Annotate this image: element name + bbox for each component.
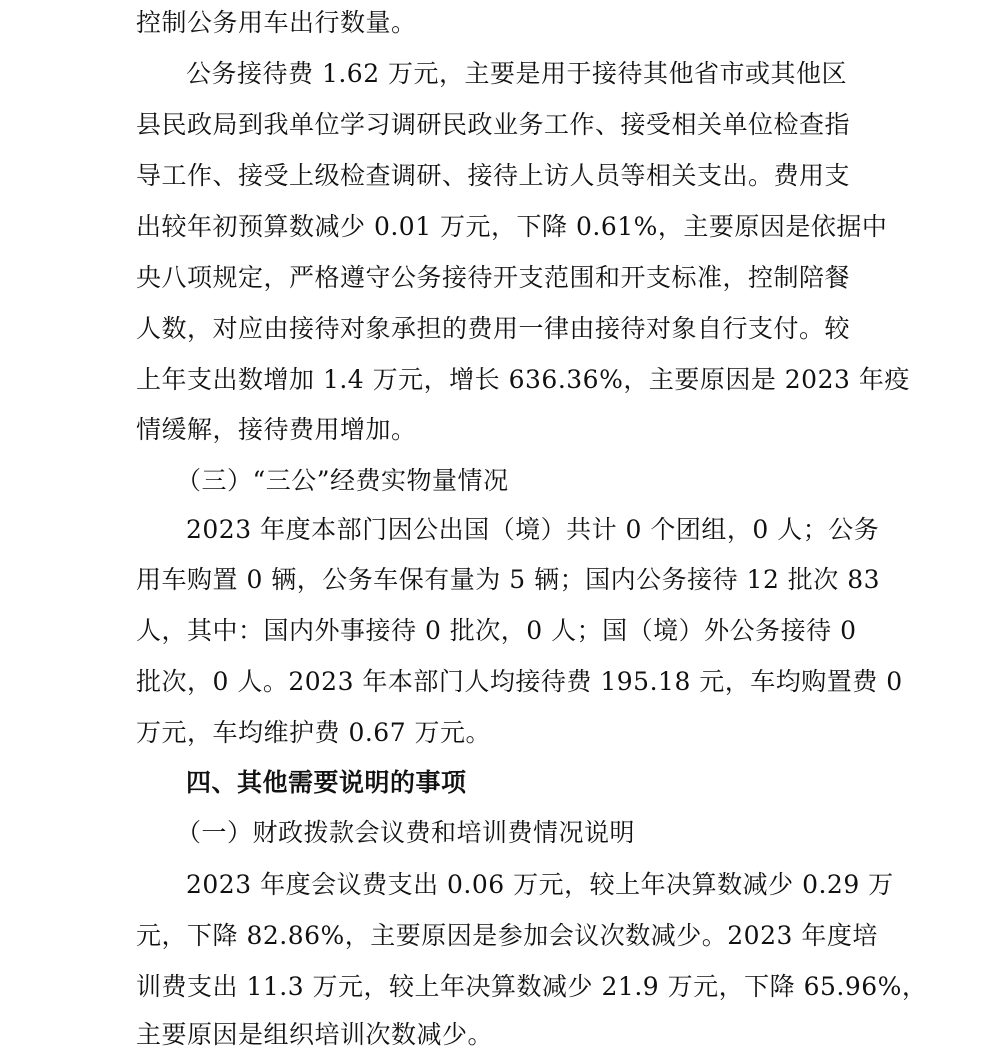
paragraph-line: 用车购置 0 辆，公务车保有量为 5 辆；国内公务接待 12 批次 83 xyxy=(136,565,881,594)
paragraph-line: 县民政局到我单位学习调研民政业务工作、接受相关单位检查指 xyxy=(136,110,851,139)
paragraph-line: 人，其中：国内外事接待 0 批次，0 人；国（境）外公务接待 0 xyxy=(136,616,857,645)
paragraph-line: 批次，0 人。2023 年本部门人均接待费 195.18 元，车均购置费 0 xyxy=(136,667,903,696)
paragraph-line: 主要原因是组织培训次数减少。 xyxy=(136,1020,494,1049)
paragraph-line: 训费支出 11.3 万元，较上年决算数减少 21.9 万元，下降 65.96%， xyxy=(136,972,928,1001)
paragraph-line: 央八项规定，严格遵守公务接待开支范围和开支标准，控制陪餐 xyxy=(136,263,851,292)
paragraph-line: 出较年初预算数减少 0.01 万元，下降 0.61%，主要原因是依据中 xyxy=(136,212,888,241)
paragraph-line: 2023 年度会议费支出 0.06 万元，较上年决算数减少 0.29 万 xyxy=(186,870,894,899)
paragraph-line: 万元，车均维护费 0.67 万元。 xyxy=(136,718,492,747)
paragraph-line: 人数，对应由接待对象承担的费用一律由接待对象自行支付。较 xyxy=(136,314,851,343)
paragraph-line: 元，下降 82.86%，主要原因是参加会议次数减少。2023 年度培 xyxy=(136,921,878,950)
section-heading: 四、其他需要说明的事项 xyxy=(186,768,467,797)
paragraph-line: 导工作、接受上级检查调研、接待上访人员等相关支出。费用支 xyxy=(136,161,851,190)
paragraph-line: 控制公务用车出行数量。 xyxy=(136,8,417,37)
section-subheading: （一）财政拨款会议费和培训费情况说明 xyxy=(176,818,636,847)
paragraph-line: 情缓解，接待费用增加。 xyxy=(136,415,417,444)
paragraph-line: 2023 年度本部门因公出国（境）共计 0 个团组，0 人；公务 xyxy=(186,515,880,544)
section-subheading: （三）“三公”经费实物量情况 xyxy=(176,466,509,495)
paragraph-line: 上年支出数增加 1.4 万元，增长 636.36%，主要原因是 2023 年疫 xyxy=(136,365,910,394)
paragraph-line: 公务接待费 1.62 万元，主要是用于接待其他省市或其他区 xyxy=(186,59,848,88)
